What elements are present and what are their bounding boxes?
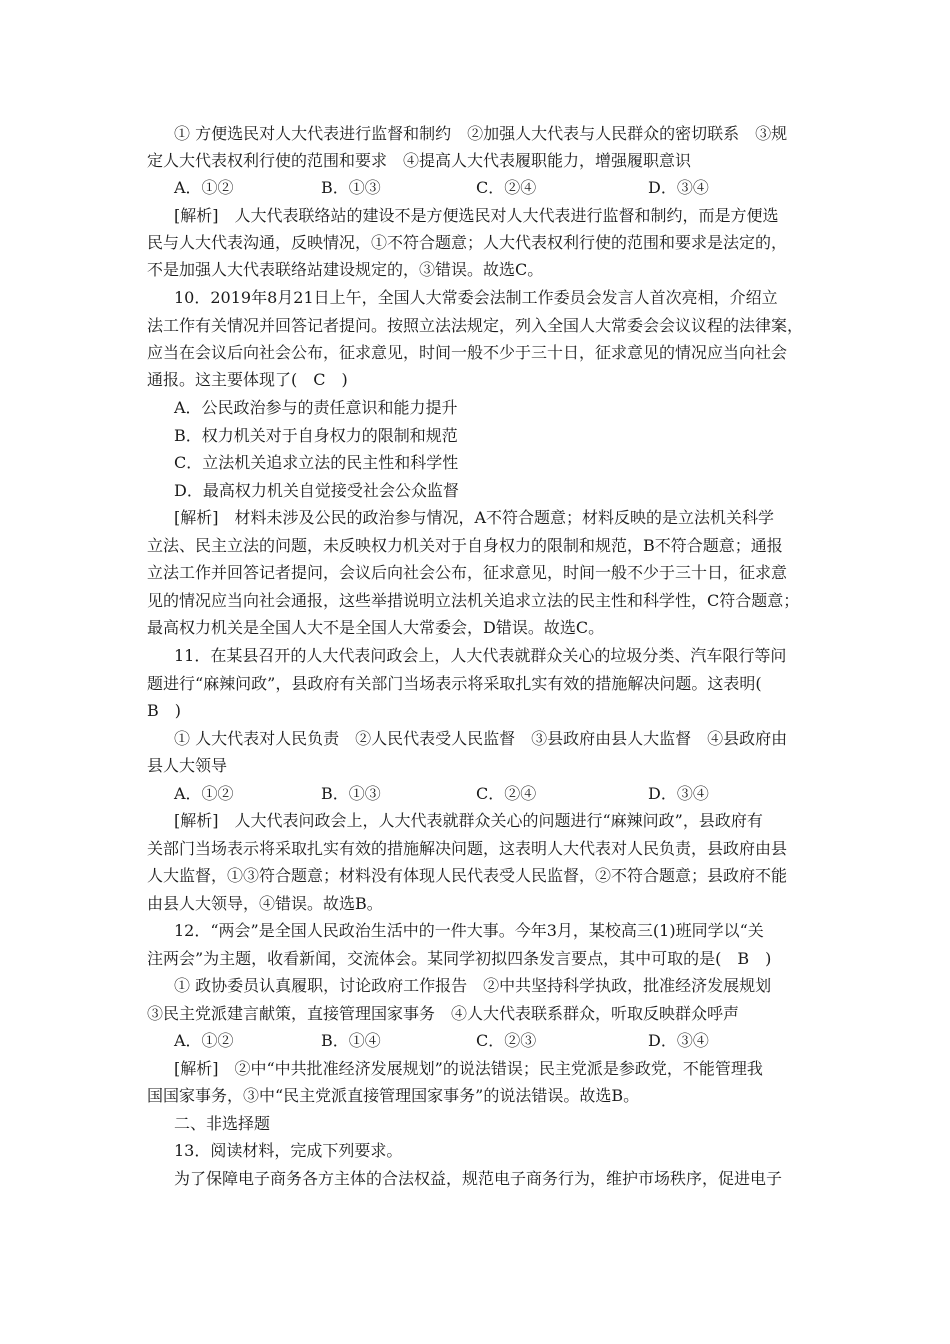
q9-statement-line-2: 定人大代表权利行使的范围和要求 ④提高人大代表履职能力，增强履职意识 [147,151,692,170]
q9-analysis-line-1: [解析] 人大代表联络站的建设不是方便选民对人大代表进行监督和制约，而是方便选 [174,206,779,225]
q11-analysis-line-2: 关部门当场表示将采取扎实有效的措施解决问题，这表明人大代表对人民负责，县政府由县 [147,839,788,858]
q10-option-a: A．公民政治参与的责任意识和能力提升 [174,398,458,417]
q12-stem-line-2: 注两会”为主题，收看新闻，交流体会。某同学初拟四条发言要点，其中可取的是( B ) [147,949,772,968]
q10-stem-line-4: 通报。这主要体现了( C ) [147,370,348,389]
q11-analysis-line-1: [解析] 人大代表问政会上，人大代表就群众关心的问题进行“麻辣问政”，县政府有 [174,811,763,830]
q10-stem-line-1: 10．2019年8月21日上午，全国人大常委会法制工作委员会发言人首次亮相，介绍立 [174,288,778,307]
q11-option-b: B．①③ [321,784,381,803]
q10-stem-line-2: 法工作有关情况并回答记者提问。按照立法法规定，列入全国人大常委会会议议程的法律案， [147,316,804,335]
q9-option-b: B．①③ [321,178,381,197]
q11-analysis-line-4: 由县人大领导，④错误。故选B。 [147,894,383,913]
q11-stem-line-3: B ) [147,701,182,720]
q10-analysis-line-4: 见的情况应当向社会通报，这些举措说明立法机关追求立法的民主性和科学性，C符合题意； [147,591,800,610]
q12-statement-line-1: ① 政协委员认真履职，讨论政府工作报告 ②中共坚持科学执政，批准经济发展规划 [174,976,772,995]
q12-analysis-line-1: [解析] ②中“中共批准经济发展规划”的说法错误；民主党派是参政党，不能管理我 [174,1059,763,1078]
q9-statement-line-1: ① 方便选民对人大代表进行监督和制约 ②加强人大代表与人民群众的密切联系 ③规 [174,124,788,143]
q10-analysis-line-5: 最高权力机关是全国人大不是全国人大常委会，D错误。故选C。 [147,618,605,637]
q12-analysis-line-2: 国国家事务，③中“民主党派直接管理国家事务”的说法错误。故选B。 [147,1086,640,1105]
q9-option-a: A．①② [174,178,234,197]
q12-option-d: D．③④ [648,1031,709,1050]
q11-stem-line-2: 题进行“麻辣问政”，县政府有关部门当场表示将采取扎实有效的措施解决问题。这表明( [147,674,762,693]
q11-analysis-line-3: 人大监督，①③符合题意；材料没有体现人民代表受人民监督，②不符合题意；县政府不能 [147,866,788,885]
q11-option-d: D．③④ [648,784,709,803]
q10-option-d: D．最高权力机关自觉接受社会公众监督 [174,481,459,500]
q12-options [0,1031,950,1051]
q12-option-c: C．②③ [476,1031,537,1050]
q10-analysis-line-1: [解析] 材料未涉及公民的政治参与情况，A不符合题意；材料反映的是立法机关科学 [174,508,775,527]
q12-option-b: B．①④ [321,1031,381,1050]
q9-option-d: D．③④ [648,178,709,197]
q9-analysis-line-3: 不是加强人大代表联络站建设规定的，③错误。故选C。 [147,260,544,279]
q12-stem-line-1: 12．“两会”是全国人民政治生活中的一件大事。今年3月，某校高三(1)班同学以“关 [174,921,764,940]
q13-stem: 13．阅读材料，完成下列要求。 [174,1141,403,1160]
q9-option-c: C．②④ [476,178,537,197]
q10-stem-line-3: 应当在会议后向社会公布，征求意见，时间一般不少于三十日，征求意见的情况应当向社会 [147,343,788,362]
q11-statement-line-1: ① 人大代表对人民负责 ②人民代表受人民监督 ③县政府由县人大监督 ④县政府由 [174,729,788,748]
q9-analysis-line-2: 民与人大代表沟通，反映情况，①不符合题意；人大代表权利行使的范围和要求是法定的， [147,233,788,252]
q9-options [0,178,950,198]
q11-statement-line-2: 县人大领导 [147,756,228,775]
q11-options [0,784,950,804]
q11-stem-line-1: 11．在某县召开的人大代表问政会上，人大代表就群众关心的垃圾分类、汽车限行等问 [174,646,787,665]
q11-option-c: C．②④ [476,784,537,803]
q10-option-b: B．权力机关对于自身权力的限制和规范 [174,426,458,445]
q12-option-a: A．①② [174,1031,234,1050]
q12-statement-line-2: ③民主党派建言献策，直接管理国家事务 ④人大代表联系群众，听取反映群众呼声 [147,1004,740,1023]
q13-material-line-1: 为了保障电子商务各方主体的合法权益，规范电子商务行为，维护市场秩序，促进电子 [174,1169,783,1188]
section-heading: 二、非选择题 [174,1114,271,1133]
q10-analysis-line-2: 立法、民主立法的问题，未反映权力机关对于自身权力的限制和规范，B不符合题意；通报 [147,536,783,555]
q10-option-c: C．立法机关追求立法的民主性和科学性 [174,453,459,472]
q11-option-a: A．①② [174,784,234,803]
q10-analysis-line-3: 立法工作并回答记者提问，会议后向社会公布，征求意见，时间一般不少于三十日，征求意 [147,563,788,582]
